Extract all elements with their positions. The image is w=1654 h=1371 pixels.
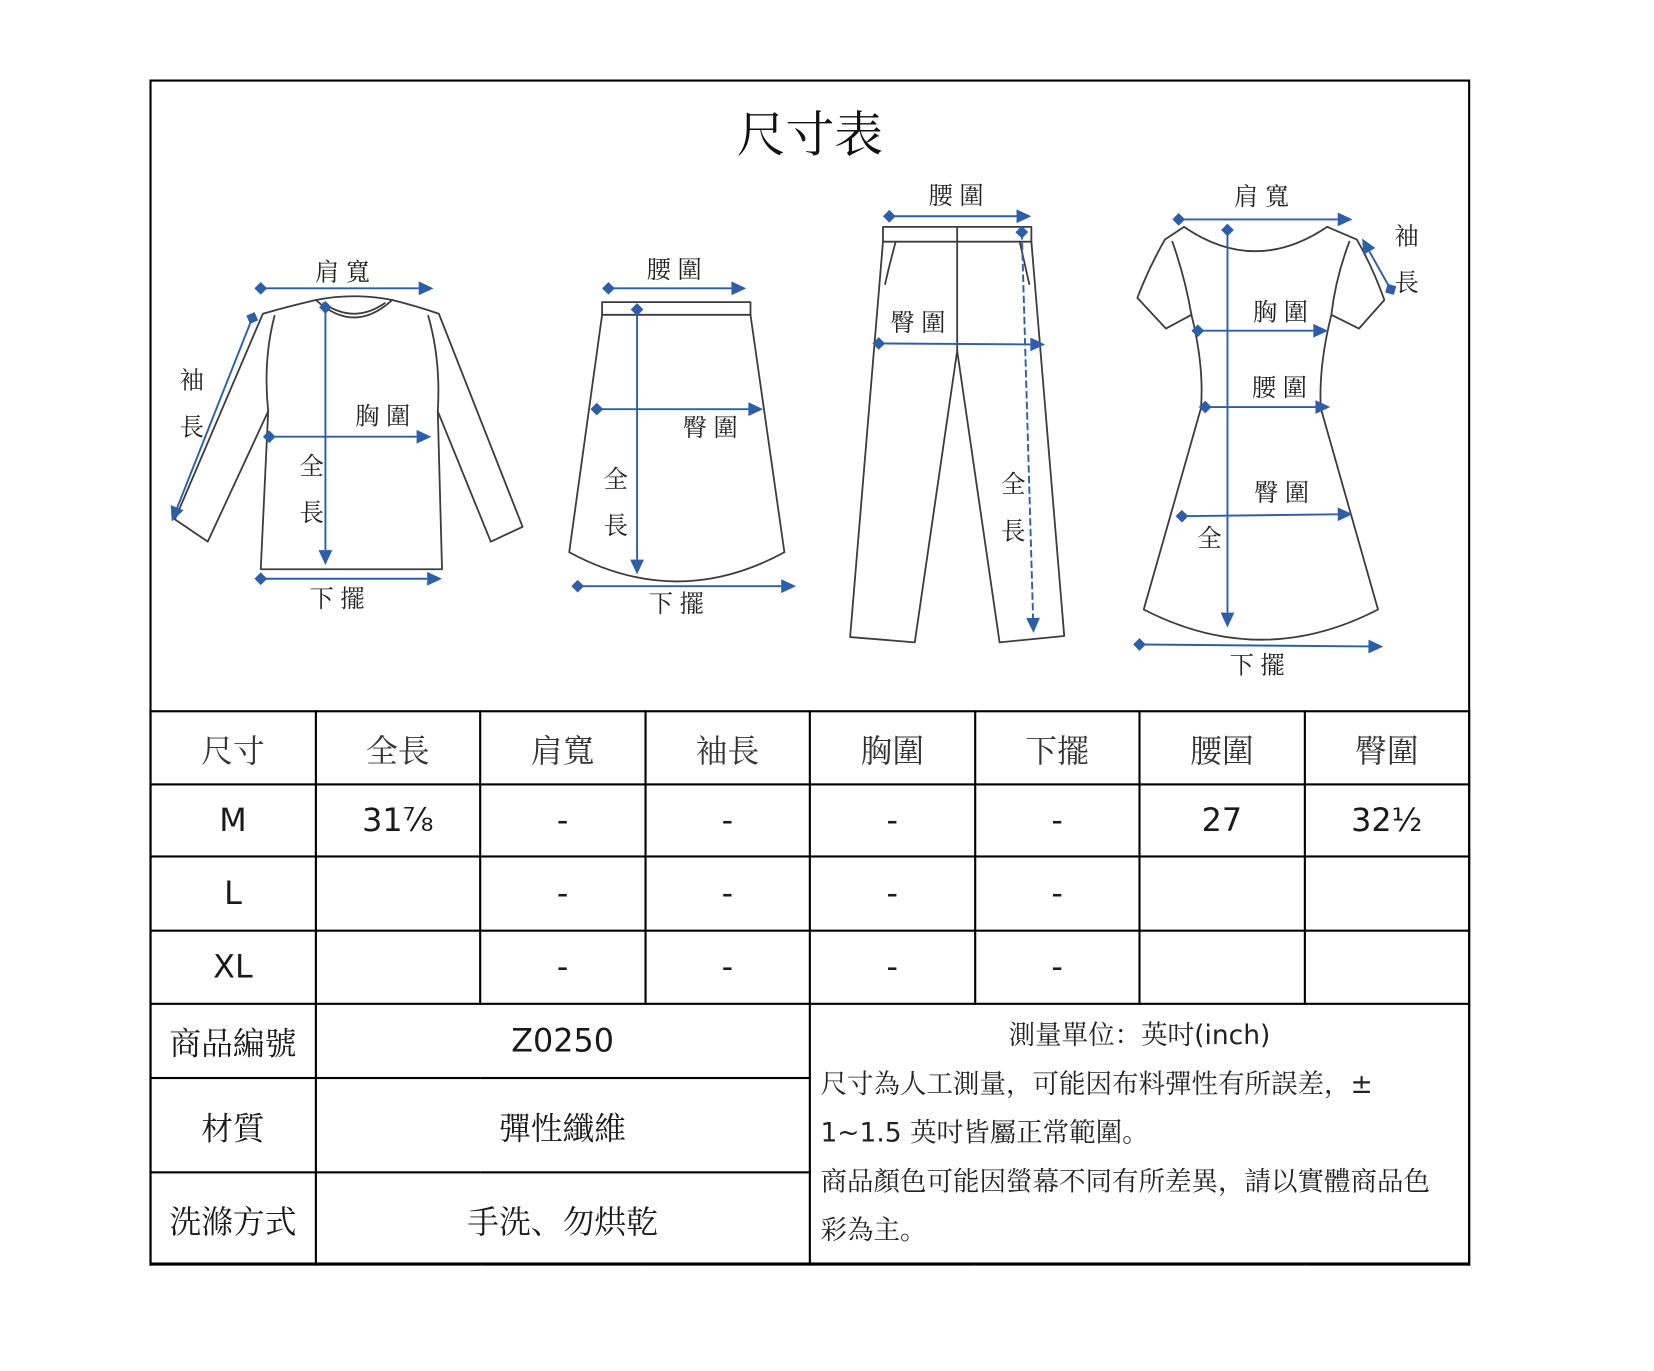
header-row — [151, 711, 1470, 784]
material-label: 材質 — [151, 1078, 316, 1172]
dress-length-arrow-head — [1221, 613, 1235, 628]
dress-shoulder-arrow-head — [1338, 213, 1353, 227]
table-row — [151, 784, 1470, 856]
size-column-header: 尺寸 — [151, 711, 316, 784]
top-sleeve-label: 袖長 — [175, 367, 203, 461]
note-line: 尺寸為人工測量，可能因布料彈性有所誤差，± — [820, 1068, 1373, 1100]
pants-waist-arrow-head — [1017, 209, 1032, 223]
table-row — [151, 931, 1470, 1004]
top-sleeve-arrow-tail — [246, 312, 258, 324]
care-value: 手洗、勿烘乾 — [315, 1172, 809, 1264]
skirt-length-arrow-head — [630, 560, 644, 575]
waist-cell — [1139, 856, 1304, 930]
top-right-armhole — [428, 316, 438, 411]
top-length-arrow-head — [319, 550, 333, 565]
dress-hem-arrow-tail — [1133, 638, 1146, 651]
pants-length-arrow — [1015, 226, 1039, 633]
dress-hem-label: 下擺 — [1229, 652, 1292, 680]
hem-cell: - — [975, 856, 1140, 930]
pants-hip-label: 臀圍 — [890, 310, 952, 338]
skirt-hip-arrow-head — [748, 402, 763, 416]
pants-waist-arrow-tail — [883, 210, 896, 223]
skirt-waist-arrow-head — [731, 281, 746, 295]
dress-length-label: 全 — [1197, 525, 1222, 553]
waist-cell: 27 — [1139, 784, 1304, 856]
pants-length-label: 全長 — [996, 471, 1025, 565]
length-cell — [315, 856, 480, 930]
shoulder-cell: - — [480, 931, 645, 1004]
care-label: 洗滌方式 — [151, 1172, 316, 1264]
hip-cell — [1304, 931, 1469, 1004]
chest-column-header: 胸圍 — [810, 711, 975, 784]
dress-hip-arrow-tail — [1176, 510, 1189, 523]
sleeve-column-header: 袖長 — [645, 711, 810, 784]
dress-diagram — [1137, 227, 1384, 640]
top-hem-arrow — [254, 572, 442, 586]
dress-sleeve-arrow-head — [1362, 238, 1375, 254]
sleeve-cell: - — [645, 856, 810, 930]
skirt-hip-arrow-tail — [590, 403, 603, 416]
pants-hip-arrow — [872, 337, 1045, 351]
dress-right-armhole — [1331, 242, 1349, 315]
size-table — [149, 710, 1470, 1265]
top-chest-arrow-tail — [263, 430, 276, 443]
long-sleeve-top-diagram — [175, 296, 523, 569]
dress-sleeve-label: 袖長 — [1390, 223, 1418, 317]
dress-waist-label: 腰圍 — [1251, 374, 1314, 403]
length-cell — [315, 931, 480, 1004]
top-shoulder-arrow-tail — [254, 282, 267, 295]
pants-waist-arrow — [883, 209, 1031, 223]
sleeve-cell: - — [645, 931, 810, 1004]
notes-cell — [810, 1004, 1469, 1265]
dress-chest-label: 胸圍 — [1252, 299, 1315, 328]
skirt-length-label: 全長 — [599, 465, 627, 560]
size-cell: XL — [151, 931, 316, 1004]
measurement-unit: 測量單位：英吋(inch) — [1008, 1019, 1271, 1051]
pants-diagram — [850, 227, 1064, 643]
chest-cell: - — [810, 931, 975, 1004]
pants-hip-arrow-shaft — [879, 343, 1031, 344]
hem-cell: - — [975, 784, 1140, 856]
skirt-hem-arrow-tail — [571, 580, 584, 593]
sleeve-cell: - — [645, 784, 810, 856]
dress-waist-arrow-head — [1315, 400, 1330, 414]
hip-cell — [1304, 856, 1469, 930]
top-shoulder-arrow-head — [419, 281, 434, 295]
top-chest-arrow-head — [417, 430, 432, 444]
hem-column-header: 下擺 — [975, 711, 1140, 784]
note-line: 彩為主。 — [820, 1214, 927, 1246]
pants-right-pocket — [1020, 242, 1030, 284]
dress-hip-arrow-shaft — [1182, 514, 1338, 516]
product-code-row — [151, 1004, 1470, 1078]
dress-neckline — [1184, 227, 1327, 251]
dress-hip-label: 臀圍 — [1253, 479, 1316, 508]
dress-hip-arrow — [1176, 507, 1353, 522]
dress-length-arrow-tail — [1221, 224, 1234, 237]
top-length-label: 全長 — [295, 453, 323, 547]
top-hem-arrow-tail — [254, 572, 267, 585]
top-chest-label: 胸圍 — [355, 403, 417, 431]
skirt-waist-label: 腰圍 — [646, 257, 709, 285]
dress-outline — [1137, 227, 1384, 640]
dress-shoulder-arrow — [1172, 213, 1352, 227]
hip-cell: 32½ — [1304, 784, 1469, 856]
top-chest-arrow — [263, 430, 432, 444]
pants-left-pocket — [885, 242, 896, 284]
note-line: 1~1.5 英吋皆屬正常範圍。 — [820, 1117, 1149, 1148]
top-shoulder-label: 肩寬 — [314, 259, 377, 287]
product-code-value: Z0250 — [315, 1004, 809, 1078]
skirt-hem-label: 下擺 — [648, 590, 711, 619]
top-hem-label: 下擺 — [309, 585, 371, 614]
length-cell: 31⅞ — [315, 784, 480, 856]
dress-shoulder-label: 肩寬 — [1233, 183, 1296, 212]
note-line: 商品顏色可能因螢幕不同有所差異，請以實體商品色 — [820, 1165, 1430, 1197]
pants-length-arrow-head — [1026, 618, 1040, 633]
size-cell: L — [151, 856, 316, 930]
hip-column-header: 臀圍 — [1304, 711, 1469, 784]
skirt-length-arrow — [630, 303, 644, 574]
shoulder-column-header: 肩寬 — [480, 711, 645, 784]
skirt-waist-arrow-tail — [602, 282, 615, 295]
top-back-neckline — [316, 296, 392, 300]
pants-waist-label: 腰圍 — [928, 182, 991, 211]
shoulder-cell: - — [480, 856, 645, 930]
table-row — [151, 856, 1470, 930]
chest-cell: - — [810, 856, 975, 930]
skirt-waistband — [602, 302, 750, 315]
waist-column-header: 腰圍 — [1139, 711, 1304, 784]
chest-cell: - — [810, 784, 975, 856]
top-hem-arrow-head — [427, 572, 442, 586]
page-title: 尺寸表 — [736, 105, 883, 164]
top-left-armhole — [267, 316, 275, 411]
dress-hem-arrow-head — [1368, 640, 1383, 654]
hem-cell: - — [975, 931, 1140, 1004]
top-length-arrow-tail — [319, 301, 332, 314]
dress-hem-arrow-shaft — [1139, 644, 1368, 646]
skirt-hip-label: 臀圍 — [682, 414, 745, 443]
top-outline — [175, 300, 523, 569]
size-cell: M — [151, 784, 316, 856]
dress-shoulder-arrow-tail — [1172, 213, 1185, 226]
shoulder-cell: - — [480, 784, 645, 856]
material-value: 彈性纖維 — [315, 1078, 809, 1172]
skirt-hem-arrow-head — [781, 579, 796, 593]
waist-cell — [1139, 931, 1304, 1004]
length-column-header: 全長 — [315, 711, 480, 784]
pants-hip-arrow-head — [1030, 338, 1045, 352]
dress-left-armhole — [1172, 242, 1191, 315]
product-code-label: 商品編號 — [151, 1004, 316, 1078]
skirt-hip-arrow — [590, 402, 763, 416]
dress-length-arrow — [1221, 224, 1235, 628]
